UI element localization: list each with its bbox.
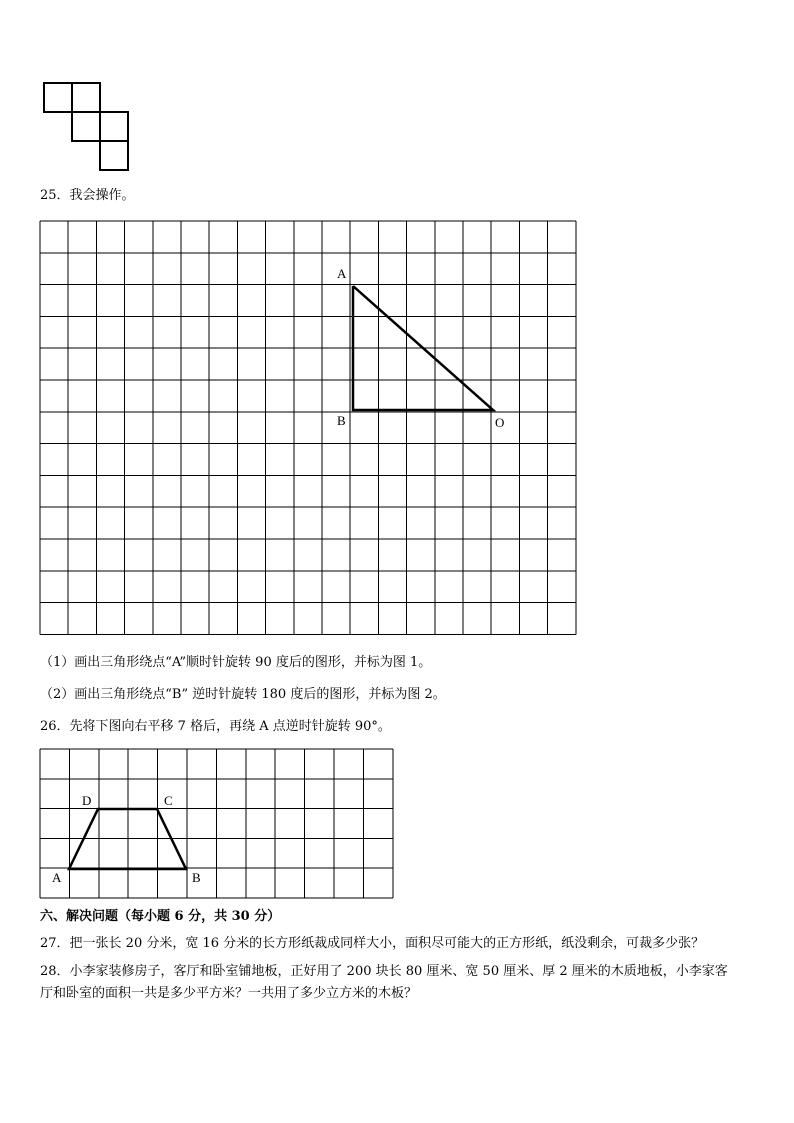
q25-label-a: A: [337, 266, 347, 281]
q25-title: 25．我会操作。: [40, 188, 135, 203]
q25-label-b: B: [337, 413, 346, 428]
q26-label-a: A: [52, 870, 62, 885]
q25-task-2: （2）画出三角形绕点“B” 逆时针旋转 180 度后的图形，并标为图 2。: [40, 687, 446, 702]
q28-line-2: 厅和卧室的面积一共是多少平方米？一共用了多少立方米的木板？: [40, 986, 418, 1001]
q26-label-b: B: [192, 870, 201, 885]
section6-heading: 六、解决问题（每小题 6 分，共 30 分）: [40, 909, 281, 924]
q26-label-c: C: [164, 793, 173, 808]
q27-text: 27．把一张长 20 分米，宽 16 分米的长方形纸裁成同样大小，面积尽可能大的正方形纸，纸没剩余，可裁多少张？: [40, 936, 705, 951]
q25-task-1: （1）画出三角形绕点“A”顺时针旋转 90 度后的图形，并标为图 1。: [40, 655, 432, 670]
q26-grid: [40, 749, 393, 898]
q26-trapezoid: [69, 809, 186, 869]
q26-label-d: D: [82, 793, 92, 808]
q28-line-1: 28．小李家装修房子，客厅和卧室铺地板，正好用了 200 块长 80 厘米、宽 50 厘米、厚 2 厘米的木质地板，小李家客: [40, 964, 728, 979]
q26-title: 26．先将下图向右平移 7 格后，再绕 A 点逆时针旋转 90°。: [40, 719, 391, 734]
q25-label-o: O: [495, 415, 505, 430]
